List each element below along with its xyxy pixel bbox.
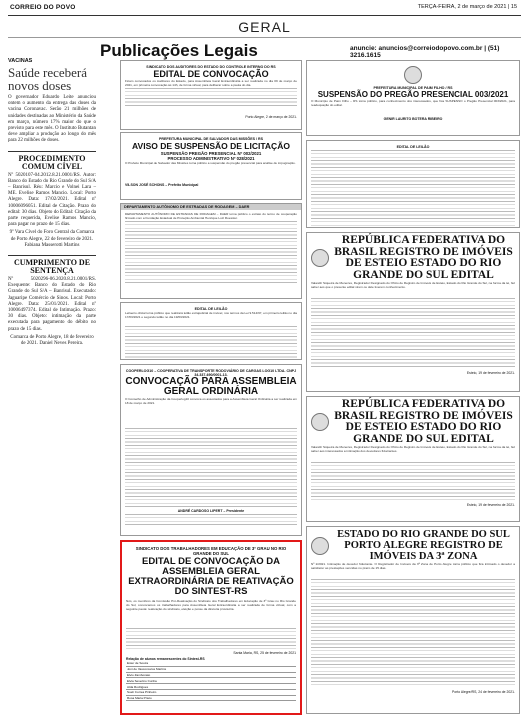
sintest-members-table (126, 661, 296, 701)
notice-sub2: PROCESSO ADMINISTRATIVO Nº 028/2021 (167, 156, 255, 161)
header-rule (8, 15, 521, 16)
member-name: Elvia Severino Cunha (126, 678, 296, 684)
notice-body: O Conselho de Administração da Cooperlog10 convoca os associados para a Assembleia Geral Ordinária a ser realizada em 18 de março de 2021. (125, 397, 297, 405)
page-header (0, 0, 529, 35)
notice-body: O Município de Paim Filho – RS torna público, para conhecimento dos interessados, que fica SUSPENSO o Pregão Presencial 003/2021, para readequação do edital. (311, 99, 515, 107)
notice-title: SUSPENSÃO DO PREGÃO PRESENCIAL 003/2021 (317, 90, 509, 99)
sintest-header: SINDICATO DOS TRABALHADORES EM EDUCAÇÃO DE 3º GRAU NO RIO GRANDE DO SUL (135, 546, 287, 556)
procedimento-place: 9º Vara Cível do Foro Central da Comarca de Porto Alegre, 22 de fevereiro de 2021. (9, 230, 95, 242)
member-name: Ester de Souza (126, 661, 296, 666)
notice-header: PREFEITURA MUNICIPAL DE PAIM FILHO / RS (373, 86, 453, 90)
sintest-body-lines (126, 627, 296, 649)
member-name: Sueli Correa Pinheiro (126, 689, 296, 695)
left-column (8, 58, 96, 347)
notice-sign: Porto Alegre, 2 de março de 2021. (245, 115, 297, 119)
notice-title: CONVOCAÇÃO PARA ASSEMBLEIA GERAL ORDINÁRIA (125, 376, 297, 397)
notice-body: O Prefeito Municipal de Salvador das Missões torna público a suspensão do pregão presencial para análise de impugnação. (125, 161, 296, 165)
cumprimento-text: Nº 5020296-06.2020.8.21.0001/RS. Exequente: Banco do Estado do Rio Grande do Sul S/A – Banrisul. Executado: Jaguaripe Comércio de Sinos. Local: Porto Alegre. Data: 25/01/2021. Edital nº 10006497374. Edital de Intimação. Prazo: 30 dias. Objeto: intimação da parte executada para pagamento do débito no prazo de 15 dias. (8, 277, 96, 332)
member-name: Rosa Maria Prieto (126, 695, 296, 701)
notice-daer (120, 203, 302, 299)
notice-body-lines (311, 297, 515, 369)
notice-body-lines (125, 427, 297, 507)
notice-title: EDITAL DE LEILÃO (194, 307, 228, 311)
municipal-seal-icon (404, 66, 422, 84)
notice-registro-porto-alegre (306, 526, 520, 714)
notice-body: Ficam convocados os Auditores do Estado, para Assembleia Geral Extraordinária a ser realizada no dia 09 de março de 2021, em primeira convocação às 14h, de forma virtual, para deliberar sobre a pauta do dia. (125, 79, 297, 113)
section-rule (8, 37, 521, 38)
member-name: Elvio Zambonato (126, 672, 296, 678)
article-intro: O governador Eduardo Leite anunciou ontem o aumento da entrega das doses da vacina Coronavac. Serão 21 milhões de unidades destinadas ao Ministério da Saúde em março, número 17% maior do que o previsto para este mês. O Instituto Butantan deve ampliar a produção ao longo do mês para 22 milhões de doses. (8, 95, 96, 144)
notice-cooperlog (120, 364, 302, 536)
notice-paim-filho (306, 60, 520, 136)
notice-title: REPÚBLICA FEDERATIVA DO BRASIL REGISTRO DE IMÓVEIS DE ESTEIO ESTADO DO RIO GRANDE DO SUL EDITAL (334, 398, 513, 445)
notice-sign: VILSON JOSÉ SCHONS – Prefeito Municipal (125, 183, 199, 187)
article-headline: Saúde receberá novos doses (8, 65, 88, 93)
notice-header: COOPERLOG10 – COOPERATIVA DE TRANSPORTE RODOVIÁRIO DE CARGAS LOG10 LTDA. CNPJ 34.337.490/0001-13. (125, 369, 297, 377)
notice-sub1: SUSPENSÃO PREGÃO PRESENCIAL Nº 002/2021 (160, 151, 262, 156)
cumprimento-place: Comarca de Porto Alegre, 18 de fevereiro de 2021. Daniel Neves Pereira. (10, 334, 94, 347)
procedimento-signature: Fabiana Masserotti Martins (24, 242, 80, 248)
member-name: Alda Rodrigues (126, 684, 296, 690)
notice-auditores (120, 60, 302, 130)
notice-salvador (120, 132, 302, 200)
notice-body-lines (311, 461, 515, 501)
procedimento-text: Nº 5020107-04.2012.8.21.0001/RS. Autor: Banco do Estado do Rio Grande do Sul S/A – Banrisul. Réu: Marcio e Volnei Lara – ME. Evelise Ramos Mancio. Local: Porto Alegre. Data: 17/02/2021. Edital nº 10006096051. Edital de Citação. Prazo do edital: 30 dias. Objeto do Edital: Citação da parte requerida, Evelise Ramos Mancio, para pagar no prazo de 15 dias. (8, 172, 96, 228)
notice-body: Valandir Siqueira de Menezes, Registrador Designado do Ofício de Registro de Imóveis de Esteio, Estado do Rio Grande do Sul, na forma da lei, faz saber aos que o presente edital virem ou dele tiverem conhecimento. (311, 281, 515, 289)
cumprimento-title: CUMPRIMENTO DE SENTENÇA (8, 255, 96, 275)
brasil-seal-icon (311, 413, 329, 431)
notice-registro-esteio-2 (306, 396, 520, 522)
notice-body-lines (125, 325, 297, 359)
notice-sign: Esteio, 19 de fevereiro de 2021. (466, 371, 515, 375)
sintest-place: Santa Maria, RS, 25 de fevereiro de 2021 (233, 651, 296, 655)
brasil-seal-icon (311, 249, 329, 267)
publicacoes-title: Publicações Legais (100, 41, 258, 60)
notice-header: SINDICATO DOS AUDITORES DO ESTADO DO CONTROLE INTERNO DO RS (146, 65, 276, 69)
newspaper-brand: CORREIO DO POVO (10, 4, 76, 11)
notice-header: PREFEITURA MUNICIPAL DE SALVADOR DAS MISSÕES / RS (158, 137, 264, 141)
notice-title: EDITAL DE CONVOCAÇÃO (153, 69, 269, 79)
section-title: GERAL (238, 19, 291, 35)
sintest-list-header: Relação de alunos remanescentes do Sintest-RS (126, 657, 205, 661)
sintest-highlighted-notice[interactable] (120, 540, 302, 715)
notice-header: EDITAL DE LEILÃO (396, 145, 430, 149)
state-seal-icon (311, 537, 329, 555)
table-row (126, 695, 296, 701)
notice-title: REPÚBLICA FEDERATIVA DO BRASIL REGISTRO DE IMÓVEIS DE ESTEIO ESTADO DO RIO GRANDE DO SUL EDITAL (334, 234, 513, 281)
notice-body: Leiloeiro oficial torna público que realizará leilão extrajudicial de imóvel, nos termos da Lei 9.514/97, em primeiro leilão no dia 17/03/2021 e segundo leilão no dia 19/03/2021. (125, 311, 297, 319)
notice-body-lines (311, 149, 515, 227)
notice-body: Nº 2/2021. Intimação de devedor fiduciante. O Registrador de Imóveis da 3ª Zona de Porto Alegre torna público que fica intimado o devedor a satisfazer as prestações vencidas no prazo de 15 dias. (311, 562, 515, 570)
article-kicker: VACINAS (8, 58, 33, 64)
notice-title: ESTADO DO RIO GRANDE DO SUL PORTO ALEGRE REGISTRO DE IMÓVEIS DA 3ª ZONA (337, 529, 510, 562)
notice-sign: ANDRÉ CARDOSO LIPERT – Presidente (177, 509, 245, 513)
notice-title: AVISO DE SUSPENSÃO DE LICITAÇÃO (132, 141, 290, 151)
notice-footer-lines (125, 513, 297, 527)
ad-contact: anuncie: anuncios@correiodopovo.com.br | (51) 3216.1615 (350, 45, 500, 59)
member-name: Joni de Vasconcelos Martins (126, 666, 296, 672)
notice-body: Valandir Siqueira de Menezes, Registrador Designado do Ofício de Registro de Imóveis de Esteio, Estado do Rio Grande do Sul, na forma da lei, faz saber aos interessados a intimação dos devedores fiduciantes. (311, 445, 515, 453)
page-date: TERÇA-FEIRA, 2 de março de 2021 | 15 (417, 4, 517, 10)
sintest-body: Nós, os membros da Comissão Pró-Reativação do Sindicato dos Trabalhadores em Educação de 3º Grau no Rio Grande do Sul, convocamos os trabalhadores para Assembleia Geral Extraordinária a ser realizada de forma virtual, com a seguinte pauta: reativação do sindicato, eleição e posse da diretoria provisória. (126, 599, 296, 611)
notice-body: DEPARTAMENTO AUTÔNOMO DE ESTRADAS DE RODAGEM – DAER torna público o extrato do termo de cooperação firmado com a Fundação Estadual de Proteção Ambiental Henrique Luiz Roessler. (121, 210, 301, 290)
notice-leilao-right (306, 140, 520, 228)
procedimento-title: PROCEDIMENTO COMUM CÍVEL (8, 151, 96, 171)
notice-body-lines (311, 578, 515, 688)
notice-registro-esteio-1 (306, 232, 520, 392)
notice-leilao (120, 302, 302, 360)
notice-sign: Porto Alegre/RS, 24 de fevereiro de 2021. (452, 690, 515, 694)
notice-sign: GENIR LAURITO BOTERA RIBEIRO (383, 117, 443, 121)
notice-sign: Esteio, 19 de fevereiro de 2021. (466, 503, 515, 507)
sintest-title: EDITAL DE CONVOCAÇÃO DA ASSEMBLEIA GERAL EXTRAORDINÁRIA DE REATIVAÇÃO DO SINTEST-RS (128, 556, 294, 597)
notice-header: DEPARTAMENTO AUTÔNOMO DE ESTRADAS DE RODAGEM – DAER (121, 204, 301, 210)
